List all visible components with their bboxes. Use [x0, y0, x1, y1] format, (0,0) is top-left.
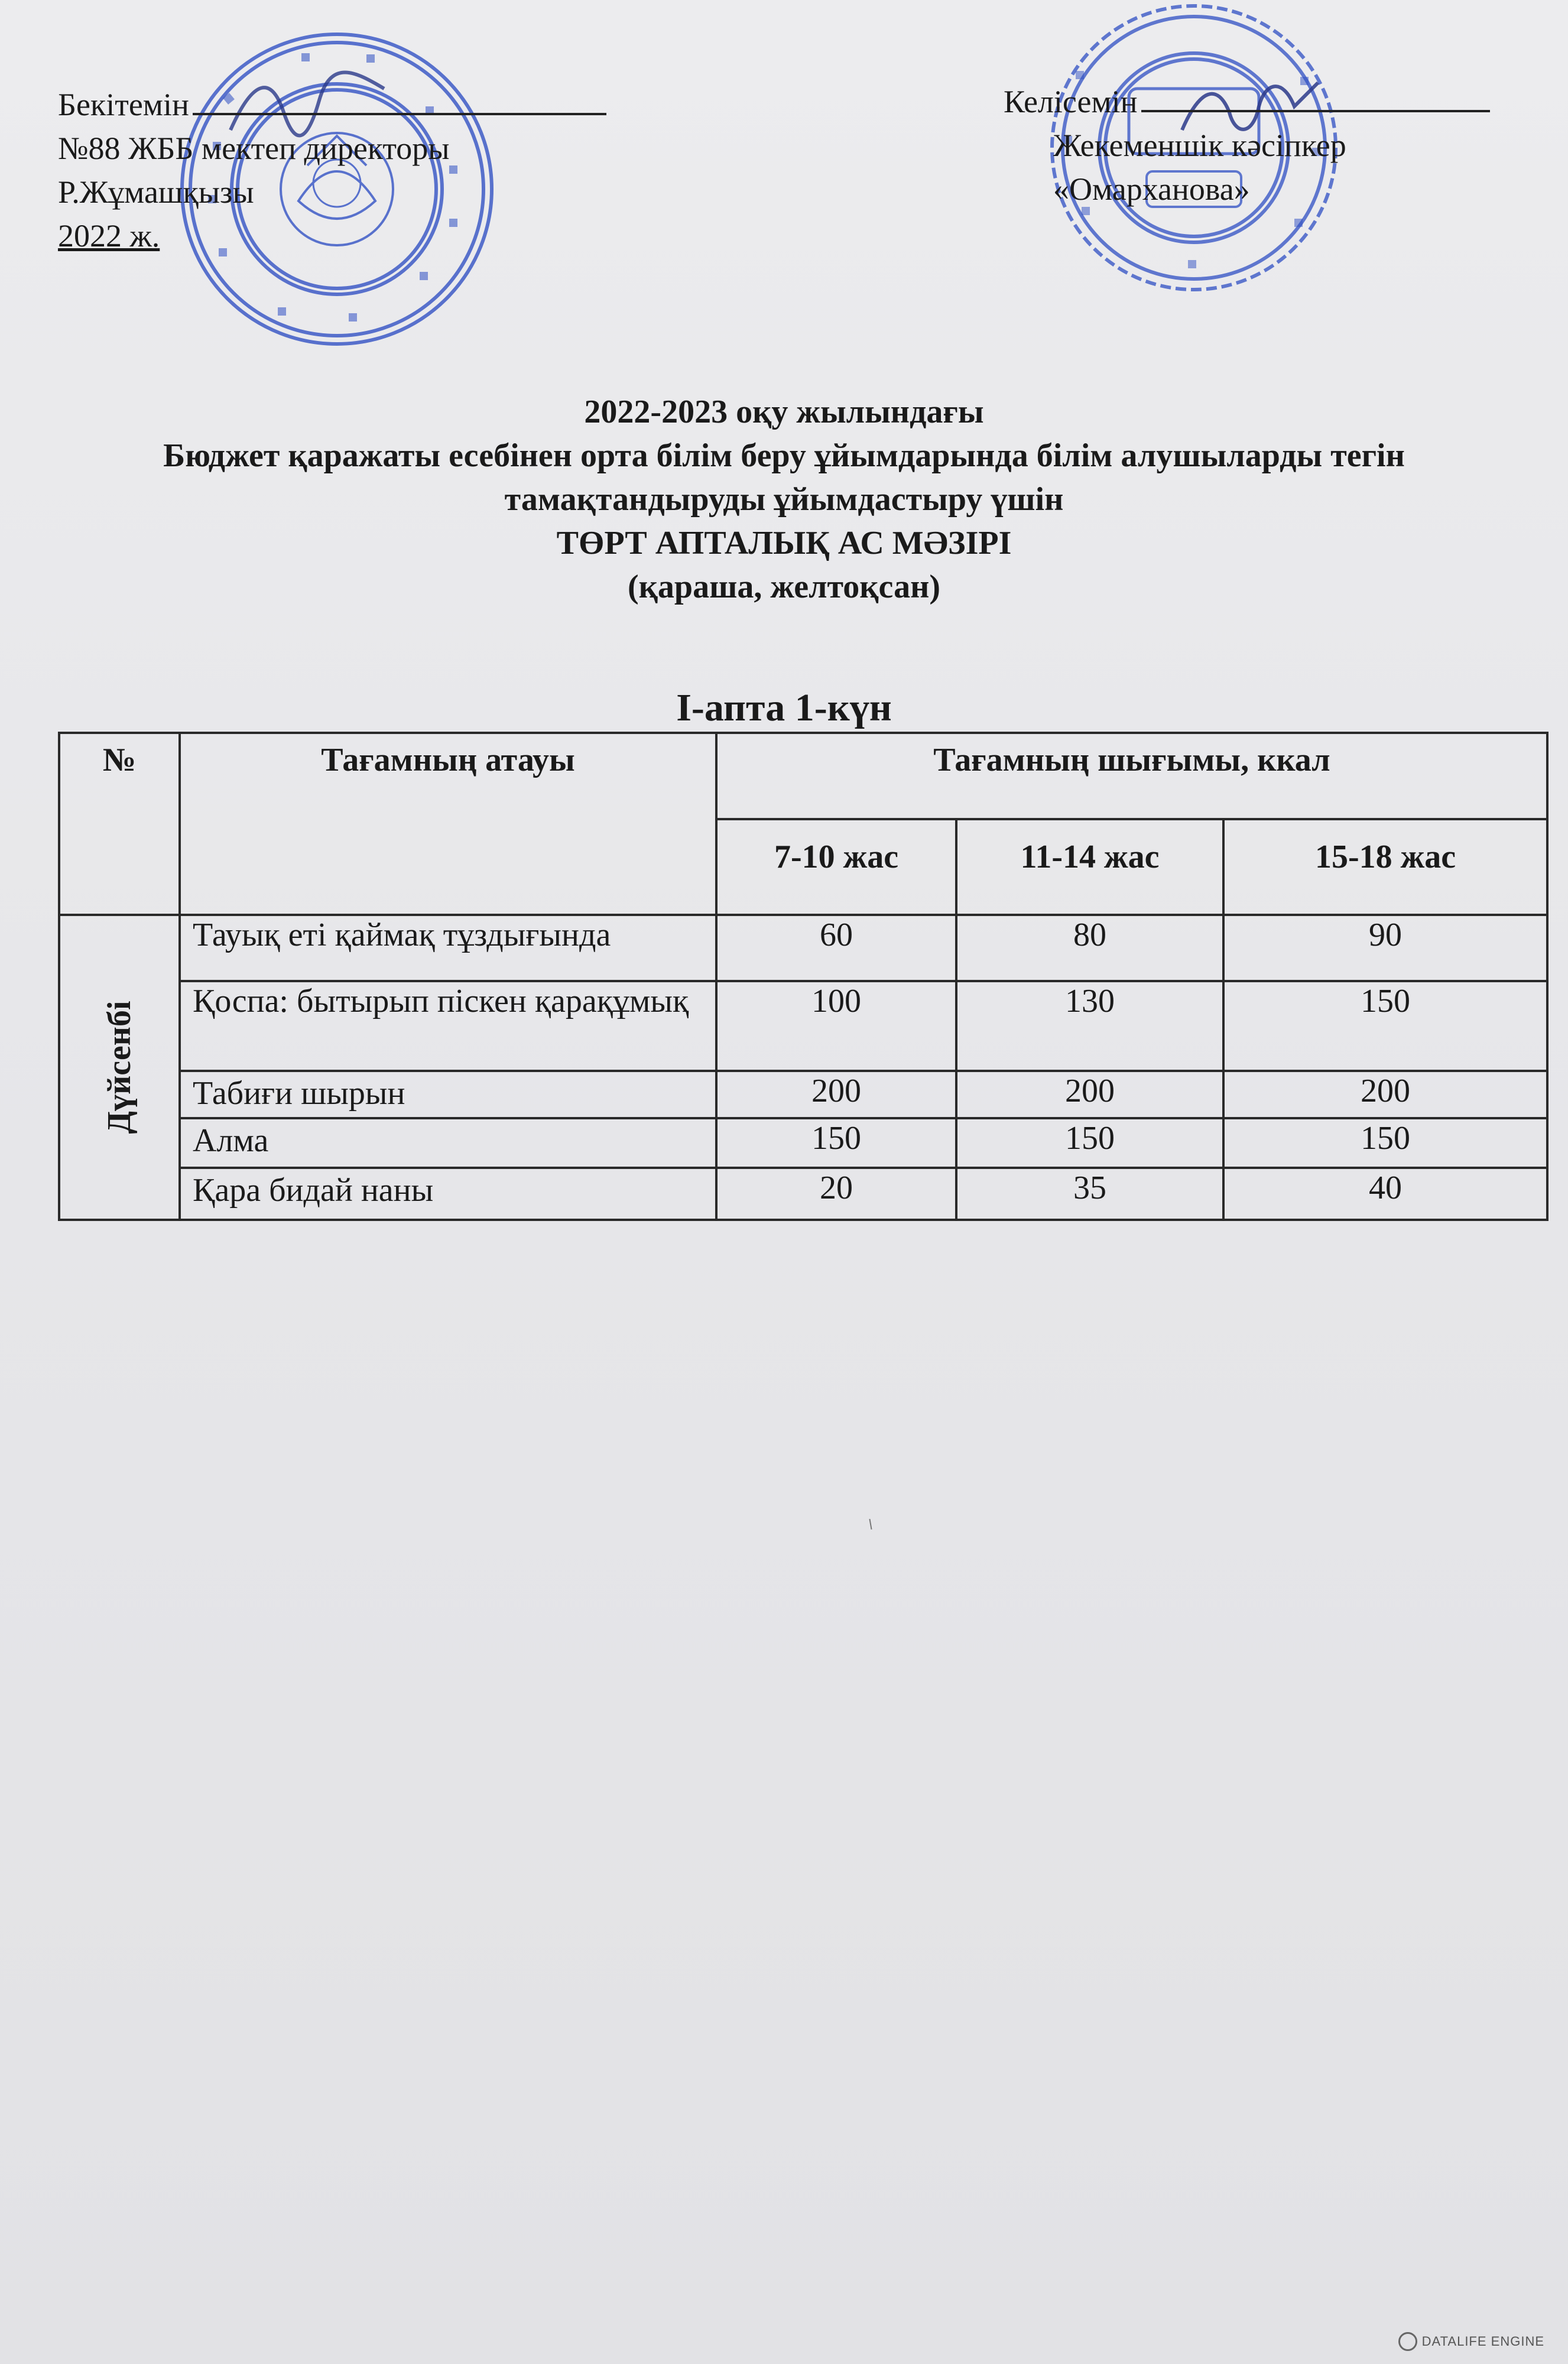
- watermark-text: DATALIFE ENGINE: [1421, 2334, 1544, 2349]
- director-position: №88 ЖББ мектеп директоры: [58, 131, 450, 166]
- agreement-block: [1004, 80, 1535, 211]
- dish-name: Қоспа: бытырып піскен қарақұмық: [180, 981, 716, 1071]
- title-line-1: 2022-2023 оқу жылындағы: [584, 394, 984, 430]
- yield-value: 80: [956, 915, 1223, 981]
- yield-value: 90: [1223, 915, 1547, 981]
- yield-value: 200: [956, 1071, 1223, 1118]
- yield-value: 150: [1223, 981, 1547, 1071]
- approve-label: Бекітемін: [58, 87, 189, 122]
- col-yield-header: Тағамның шығымы, ккал: [716, 733, 1547, 819]
- age-group-header: 11-14 жас: [956, 819, 1223, 915]
- yield-value: 130: [956, 981, 1223, 1071]
- pen-mark: [869, 1519, 872, 1530]
- table-row: [59, 1168, 1547, 1220]
- week-day-heading: І-апта 1-күн: [676, 686, 892, 729]
- age-group-header: 15-18 жас: [1223, 819, 1547, 915]
- yield-value: 150: [956, 1118, 1223, 1168]
- day-label: Дүйсенбі: [101, 1001, 138, 1134]
- yield-value: 150: [1223, 1118, 1547, 1168]
- dish-name: Тауық еті қаймақ тұздығында: [180, 915, 716, 981]
- document-title: [35, 390, 1533, 609]
- yield-value: 150: [716, 1118, 956, 1168]
- age-group-header: 7-10 жас: [716, 819, 956, 915]
- dish-name: Алма: [180, 1118, 716, 1168]
- dish-name: Табиғи шырын: [180, 1071, 716, 1118]
- col-number-header: №: [59, 733, 180, 915]
- entrepreneur-name: «Омарханова»: [1053, 171, 1250, 207]
- yield-value: 200: [1223, 1071, 1547, 1118]
- yield-value: 40: [1223, 1168, 1547, 1220]
- watermark-logo: [1398, 2332, 1544, 2351]
- title-line-2: Бюджет қаражаты есебінен орта білім беру ұйымдарында білім алушыларды тегін: [163, 437, 1405, 474]
- approval-date: 2022 ж.: [58, 218, 160, 254]
- menu-table: [58, 732, 1548, 1221]
- yield-value: 200: [716, 1071, 956, 1118]
- title-line-4: ТӨРТ АПТАЛЫҚ АС МӘЗІРІ: [556, 525, 1012, 561]
- director-name: Р.Жұмашқызы: [58, 174, 254, 210]
- logo-icon: [1398, 2332, 1417, 2351]
- title-line-5: (қараша, желтоқсан): [628, 569, 940, 605]
- yield-value: 60: [716, 915, 956, 981]
- yield-value: 35: [956, 1168, 1223, 1220]
- title-line-3: тамақтандыруды ұйымдастыру үшін: [504, 481, 1064, 518]
- table-row: [59, 915, 1547, 981]
- entrepreneur-position: Жекеменшік кәсіпкер: [1053, 128, 1346, 163]
- table-row: [59, 981, 1547, 1071]
- table-row: [59, 1071, 1547, 1118]
- dish-name: Қара бидай наны: [180, 1168, 716, 1220]
- table-row: [59, 1118, 1547, 1168]
- yield-value: 100: [716, 981, 956, 1071]
- agree-label: Келісемін: [1004, 84, 1138, 119]
- yield-value: 20: [716, 1168, 956, 1220]
- signature-line: [1141, 86, 1490, 112]
- approval-block: [58, 83, 649, 258]
- day-cell: [59, 915, 180, 1220]
- signature-line: [193, 89, 606, 115]
- col-dish-header: Тағамның атауы: [180, 733, 716, 915]
